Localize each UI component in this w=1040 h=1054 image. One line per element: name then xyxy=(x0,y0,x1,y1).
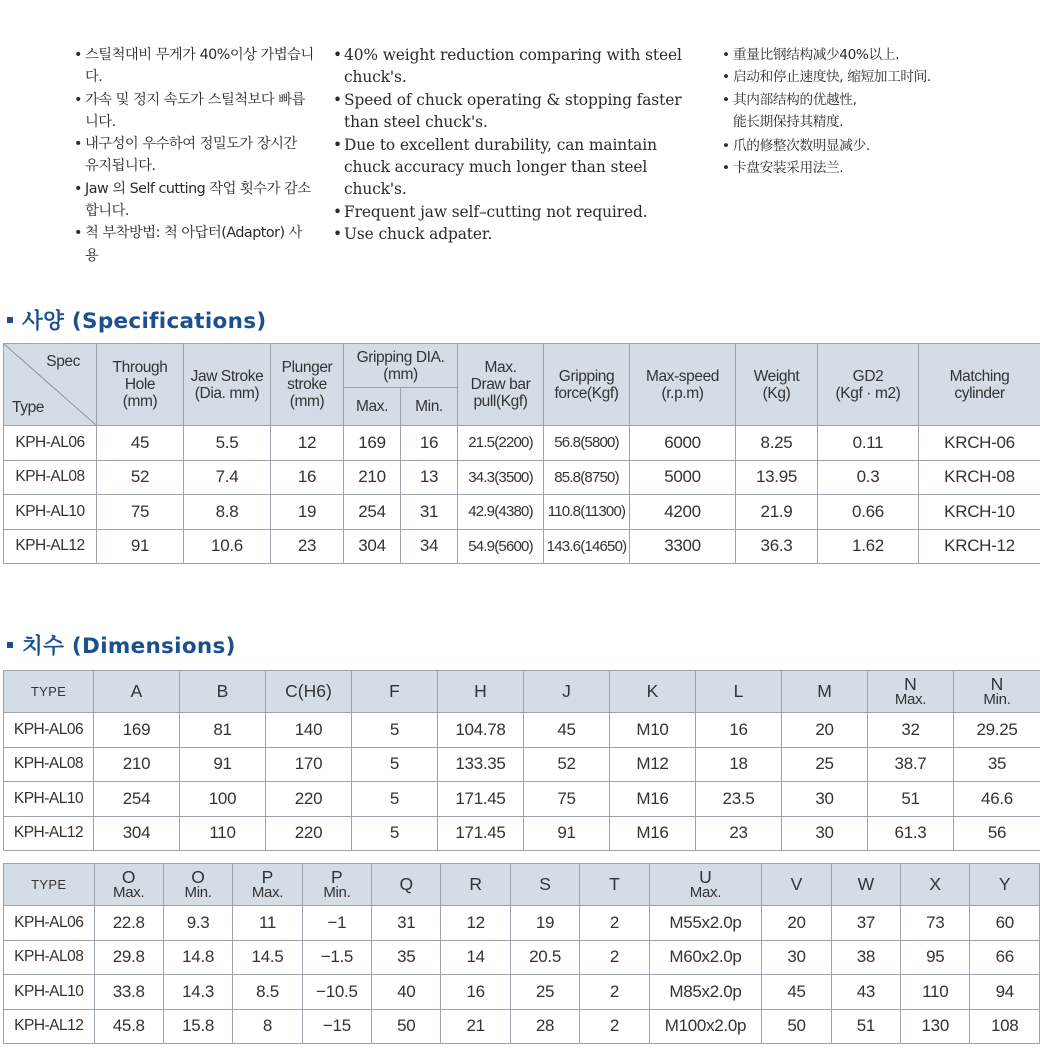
table-cell: 9.3 xyxy=(163,906,232,941)
dimensions-table-1 xyxy=(3,670,1040,851)
through-hole-header: Through Hole (mm) xyxy=(97,344,184,426)
max-speed-header: Max-speed (r.p.m) xyxy=(630,344,736,426)
table-row xyxy=(4,906,1040,941)
table-cell: 30 xyxy=(762,940,831,975)
table-cell: 21 xyxy=(441,1009,510,1044)
table-cell: 91 xyxy=(97,529,184,564)
table-cell: 23.5 xyxy=(696,782,782,817)
feature-item-line: 其内部结构的优越性, xyxy=(733,91,857,108)
gripping-force-header: Gripping force(Kgf) xyxy=(544,344,630,426)
table-cell: 20 xyxy=(762,906,831,941)
feature-list xyxy=(0,44,1040,274)
table-cell: M10 xyxy=(610,713,696,748)
table-cell: 33.8 xyxy=(94,975,163,1010)
table-cell: 19 xyxy=(510,906,579,941)
table-cell: 22.8 xyxy=(94,906,163,941)
table-cell: 34 xyxy=(401,529,458,564)
table-cell: 45 xyxy=(762,975,831,1010)
column-header: T xyxy=(580,864,649,906)
table-cell: 169 xyxy=(94,713,180,748)
column-header: C(H6) xyxy=(266,671,352,713)
feature-item: • 重量比钢结构减少40%以上. xyxy=(722,44,1022,66)
table-cell: 5 xyxy=(352,747,438,782)
table-cell: 2 xyxy=(580,940,649,975)
table-row xyxy=(4,782,1040,817)
table-cell: 254 xyxy=(94,782,180,817)
table-cell: M85x2.0p xyxy=(649,975,762,1010)
table-cell: 13.95 xyxy=(736,460,818,495)
table-cell: 254 xyxy=(344,495,401,530)
type-cell: KPH-AL08 xyxy=(4,460,97,495)
dimensions-table-2 xyxy=(3,863,1040,1044)
table-cell: −15 xyxy=(302,1009,371,1044)
column-header: P Min. xyxy=(302,864,371,906)
table-cell: 0.11 xyxy=(818,426,919,461)
column-header: V xyxy=(762,864,831,906)
table-cell: 7.4 xyxy=(184,460,271,495)
column-header: O Max. xyxy=(94,864,163,906)
table-cell: 28 xyxy=(510,1009,579,1044)
table-cell: 45 xyxy=(524,713,610,748)
table-row xyxy=(4,747,1040,782)
table-cell: 52 xyxy=(97,460,184,495)
table-cell: KRCH-06 xyxy=(919,426,1040,461)
gd2-header: GD2 (Kgf · m2) xyxy=(818,344,919,426)
table-cell: 23 xyxy=(271,529,344,564)
column-header: Q xyxy=(372,864,441,906)
table-cell: 75 xyxy=(524,782,610,817)
table-cell: 133.35 xyxy=(438,747,524,782)
type-cell: KPH-AL12 xyxy=(4,1009,95,1044)
table-cell: 15.8 xyxy=(163,1009,232,1044)
feature-item-line: 能长期保持其精度. xyxy=(733,114,844,131)
table-cell: 38 xyxy=(831,940,900,975)
column-header: U Max. xyxy=(649,864,762,906)
table-cell: 8 xyxy=(233,1009,302,1044)
table-cell: M16 xyxy=(610,816,696,851)
table-cell: 52 xyxy=(524,747,610,782)
table-cell: KRCH-12 xyxy=(919,529,1040,564)
column-header: N Min. xyxy=(954,671,1040,713)
table-row xyxy=(4,975,1040,1010)
column-header: N Max. xyxy=(868,671,954,713)
table-row xyxy=(4,816,1040,851)
table-cell: 20.5 xyxy=(510,940,579,975)
table-row xyxy=(4,1009,1040,1044)
table-cell: 0.3 xyxy=(818,460,919,495)
table-cell: 1.62 xyxy=(818,529,919,564)
table-cell: 46.6 xyxy=(954,782,1040,817)
feature-list-korean xyxy=(74,44,314,267)
feature-item: • 스틸척대비 무게가 40%이상 가볍습니다. xyxy=(74,44,314,89)
column-header: B xyxy=(180,671,266,713)
type-cell: KPH-AL10 xyxy=(4,975,95,1010)
table-cell: 304 xyxy=(94,816,180,851)
column-header: R xyxy=(441,864,510,906)
matching-cylinder-header: Matching cylinder xyxy=(919,344,1040,426)
table-cell: 5.5 xyxy=(184,426,271,461)
table-cell: 143.6(14650) xyxy=(544,529,630,564)
table-cell: 94 xyxy=(970,975,1040,1010)
table-cell: 32 xyxy=(868,713,954,748)
column-header: S xyxy=(510,864,579,906)
table-cell: 8.8 xyxy=(184,495,271,530)
gripping-max-header: Max. xyxy=(344,388,401,426)
table-cell: 85.8(8750) xyxy=(544,460,630,495)
table-cell: 5000 xyxy=(630,460,736,495)
column-header: H xyxy=(438,671,524,713)
feature-item: • Speed of chuck operating & stopping faster than steel chuck's. xyxy=(333,89,705,134)
table-cell: 56.8(5800) xyxy=(544,426,630,461)
table-cell: 14.5 xyxy=(233,940,302,975)
type-cell: KPH-AL12 xyxy=(4,816,94,851)
dimensions-table-2-body xyxy=(4,906,1040,1044)
table-cell: M55x2.0p xyxy=(649,906,762,941)
table-cell: 66 xyxy=(970,940,1040,975)
table-cell: 51 xyxy=(868,782,954,817)
column-header: TYPE xyxy=(4,671,94,713)
specifications-body xyxy=(4,426,1040,564)
feature-item: • 척 부착방법: 척 아답터(Adaptor) 사용 xyxy=(74,222,314,267)
column-header: J xyxy=(524,671,610,713)
table-cell: 14.3 xyxy=(163,975,232,1010)
spec-corner-label: Spec xyxy=(46,353,80,370)
table-cell: 51 xyxy=(831,1009,900,1044)
table-cell: 37 xyxy=(831,906,900,941)
type-cell: KPH-AL08 xyxy=(4,940,95,975)
table-cell: 54.9(5600) xyxy=(458,529,544,564)
feature-item: • Jaw 의 Self cutting 작업 횟수가 감소합니다. xyxy=(74,178,314,223)
plunger-stroke-header: Plunger stroke (mm) xyxy=(271,344,344,426)
table-cell: 50 xyxy=(762,1009,831,1044)
heading-bullet-icon xyxy=(7,642,13,648)
table-row xyxy=(4,529,1040,564)
table-row xyxy=(4,495,1040,530)
feature-item: • 40% weight reduction comparing with steel chuck's. xyxy=(333,44,705,89)
type-cell: KPH-AL06 xyxy=(4,906,95,941)
feature-item: • 启动和停止速度快, 缩短加工时间. xyxy=(722,66,1022,88)
table-cell: 34.3(3500) xyxy=(458,460,544,495)
table-cell: 169 xyxy=(344,426,401,461)
table-cell: 20 xyxy=(782,713,868,748)
feature-item: • 내구성이 우수하여 정밀도가 장시간 유지됩니다. xyxy=(74,133,314,178)
table-cell: 75 xyxy=(97,495,184,530)
table-cell: 40 xyxy=(372,975,441,1010)
table-cell: 56 xyxy=(954,816,1040,851)
table-cell: 104.78 xyxy=(438,713,524,748)
table-cell: 81 xyxy=(180,713,266,748)
table-cell: 110.8(11300) xyxy=(544,495,630,530)
column-header: L xyxy=(696,671,782,713)
feature-list-english xyxy=(333,44,705,246)
table-cell: 170 xyxy=(266,747,352,782)
table-row xyxy=(4,426,1040,461)
dimensions-table-1-body xyxy=(4,713,1040,851)
table-cell: 10.6 xyxy=(184,529,271,564)
type-cell: KPH-AL06 xyxy=(4,426,97,461)
weight-header: Weight (Kg) xyxy=(736,344,818,426)
table-cell: 91 xyxy=(524,816,610,851)
table-cell: 110 xyxy=(901,975,970,1010)
table-cell: −1.5 xyxy=(302,940,371,975)
table-cell: 171.45 xyxy=(438,816,524,851)
dimensions-table-1-header xyxy=(4,671,1040,713)
table-cell: 31 xyxy=(401,495,458,530)
table-row xyxy=(4,940,1040,975)
table-cell: KRCH-08 xyxy=(919,460,1040,495)
table-cell: 18 xyxy=(696,747,782,782)
table-cell: 140 xyxy=(266,713,352,748)
table-cell: 42.9(4380) xyxy=(458,495,544,530)
table-cell: 45 xyxy=(97,426,184,461)
jaw-stroke-header: Jaw Stroke (Dia. mm) xyxy=(184,344,271,426)
table-cell: 21.9 xyxy=(736,495,818,530)
table-cell: 43 xyxy=(831,975,900,1010)
table-row xyxy=(4,460,1040,495)
table-cell: 4200 xyxy=(630,495,736,530)
table-cell: 31 xyxy=(372,906,441,941)
column-header: O Min. xyxy=(163,864,232,906)
table-cell: 8.5 xyxy=(233,975,302,1010)
table-cell: 60 xyxy=(970,906,1040,941)
column-header: P Max. xyxy=(233,864,302,906)
table-cell: −1 xyxy=(302,906,371,941)
column-header: W xyxy=(831,864,900,906)
feature-list-chinese xyxy=(722,44,1022,179)
column-header: X xyxy=(901,864,970,906)
heading-text: 사양 (Specifications) xyxy=(22,309,267,334)
table-cell: 11 xyxy=(233,906,302,941)
table-cell: 130 xyxy=(901,1009,970,1044)
column-header: F xyxy=(352,671,438,713)
spec-type-corner-header xyxy=(4,344,97,426)
gripping-min-header: Min. xyxy=(401,388,458,426)
table-cell: 100 xyxy=(180,782,266,817)
table-cell: M12 xyxy=(610,747,696,782)
table-cell: 2 xyxy=(580,975,649,1010)
specifications-heading xyxy=(7,304,266,335)
column-header: M xyxy=(782,671,868,713)
feature-item: • 가속 및 정지 속도가 스틸척보다 빠릅니다. xyxy=(74,89,314,134)
feature-item: • Due to excellent durability, can maintain chuck accuracy much longer than steel chuck's. xyxy=(333,134,705,201)
table-cell: 12 xyxy=(441,906,510,941)
table-cell: 210 xyxy=(94,747,180,782)
table-cell: 30 xyxy=(782,816,868,851)
table-cell: 8.25 xyxy=(736,426,818,461)
table-cell: 21.5(2200) xyxy=(458,426,544,461)
heading-bullet-icon xyxy=(7,317,13,323)
dimensions-heading xyxy=(7,629,236,660)
table-cell: 210 xyxy=(344,460,401,495)
table-cell: 171.45 xyxy=(438,782,524,817)
table-cell: 304 xyxy=(344,529,401,564)
type-cell: KPH-AL12 xyxy=(4,529,97,564)
table-cell: 14.8 xyxy=(163,940,232,975)
table-cell: 3300 xyxy=(630,529,736,564)
feature-item: • 爪的修整次数明显减少. xyxy=(722,135,1022,157)
specifications-header xyxy=(4,344,1040,426)
table-cell: 13 xyxy=(401,460,458,495)
table-cell: 16 xyxy=(696,713,782,748)
table-cell: M60x2.0p xyxy=(649,940,762,975)
table-row xyxy=(4,713,1040,748)
table-cell: 29.25 xyxy=(954,713,1040,748)
specifications-table xyxy=(3,343,1040,564)
table-cell: M100x2.0p xyxy=(649,1009,762,1044)
gripping-dia-header: Gripping DIA. (mm) xyxy=(344,344,458,388)
table-cell: 25 xyxy=(510,975,579,1010)
table-cell: 220 xyxy=(266,782,352,817)
table-cell: 35 xyxy=(372,940,441,975)
feature-item xyxy=(722,89,1022,134)
table-cell: 61.3 xyxy=(868,816,954,851)
table-cell: 50 xyxy=(372,1009,441,1044)
table-cell: 73 xyxy=(901,906,970,941)
feature-item: • 卡盘安装采用法兰. xyxy=(722,157,1022,179)
table-cell: 12 xyxy=(271,426,344,461)
table-cell: 45.8 xyxy=(94,1009,163,1044)
table-cell: 16 xyxy=(271,460,344,495)
table-cell: 5 xyxy=(352,782,438,817)
heading-text: 치수 (Dimensions) xyxy=(22,634,236,659)
table-cell: 6000 xyxy=(630,426,736,461)
table-cell: 30 xyxy=(782,782,868,817)
table-cell: 2 xyxy=(580,1009,649,1044)
type-cell: KPH-AL10 xyxy=(4,495,97,530)
table-cell: 19 xyxy=(271,495,344,530)
type-corner-label: Type xyxy=(12,399,45,416)
dimensions-table-2-header xyxy=(4,864,1040,906)
table-cell: KRCH-10 xyxy=(919,495,1040,530)
table-cell: 16 xyxy=(441,975,510,1010)
table-cell: 95 xyxy=(901,940,970,975)
table-cell: −10.5 xyxy=(302,975,371,1010)
table-cell: 36.3 xyxy=(736,529,818,564)
table-cell: 14 xyxy=(441,940,510,975)
table-cell: 38.7 xyxy=(868,747,954,782)
feature-item: • Use chuck adpater. xyxy=(333,223,705,245)
table-cell: 108 xyxy=(970,1009,1040,1044)
table-cell: 5 xyxy=(352,816,438,851)
table-cell: 0.66 xyxy=(818,495,919,530)
table-cell: 16 xyxy=(401,426,458,461)
table-cell: 110 xyxy=(180,816,266,851)
column-header: TYPE xyxy=(4,864,95,906)
table-cell: 5 xyxy=(352,713,438,748)
table-cell: 35 xyxy=(954,747,1040,782)
feature-item: • Frequent jaw self–cutting not required. xyxy=(333,201,705,223)
table-cell: M16 xyxy=(610,782,696,817)
type-cell: KPH-AL06 xyxy=(4,713,94,748)
draw-bar-header: Max. Draw bar pull(Kgf) xyxy=(458,344,544,426)
table-cell: 29.8 xyxy=(94,940,163,975)
table-cell: 23 xyxy=(696,816,782,851)
table-cell: 220 xyxy=(266,816,352,851)
column-header: K xyxy=(610,671,696,713)
table-cell: 91 xyxy=(180,747,266,782)
type-cell: KPH-AL08 xyxy=(4,747,94,782)
column-header: A xyxy=(94,671,180,713)
type-cell: KPH-AL10 xyxy=(4,782,94,817)
table-cell: 2 xyxy=(580,906,649,941)
column-header: Y xyxy=(970,864,1040,906)
table-cell: 25 xyxy=(782,747,868,782)
